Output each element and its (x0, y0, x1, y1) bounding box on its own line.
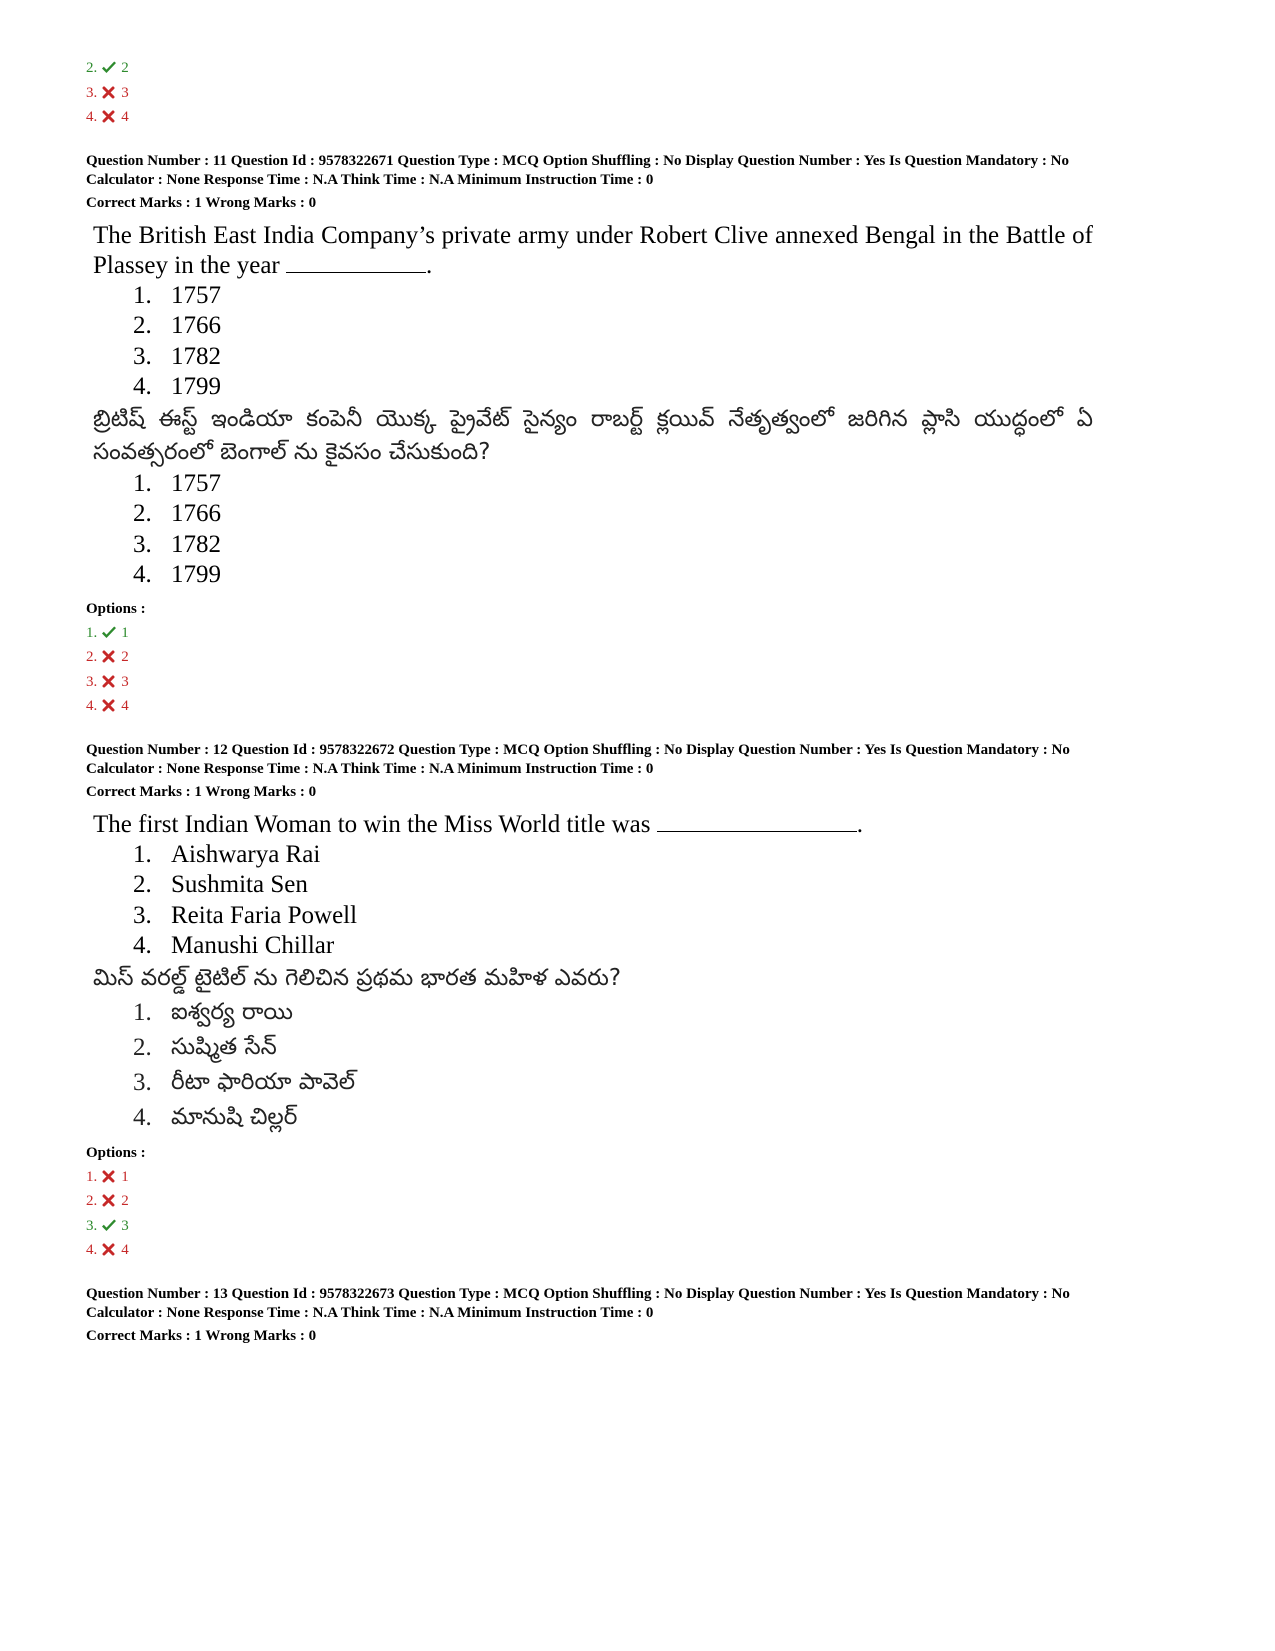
cross-icon (101, 1170, 117, 1184)
cross-icon (101, 1194, 117, 1208)
option-number: 2. (86, 1193, 98, 1209)
question-text-english: The first Indian Woman to win the Miss World title was . (93, 810, 863, 838)
question-meta-line: Question Number : 11 Question Id : 9578322671 Question Type : MCQ Option Shuffling : No Display Question Number : Yes Is Question Mandatory : No (86, 152, 1070, 169)
cross-icon (101, 650, 117, 664)
choice-item: 3. Reita Faria Powell (133, 901, 358, 929)
prev-options (86, 56, 1196, 130)
option-row (86, 645, 1196, 670)
question-marks: Correct Marks : 1 Wrong Marks : 0 (86, 1327, 317, 1344)
question-body (93, 221, 1196, 591)
option-number: 4. (86, 109, 98, 125)
option-label: 1 (121, 1168, 129, 1185)
option-label: 3 (121, 84, 129, 101)
option-label: 2 (121, 649, 129, 665)
cross-icon (101, 1243, 117, 1257)
question-meta-line: Question Number : 13 Question Id : 9578322673 Question Type : MCQ Option Shuffling : No Display Question Number : Yes Is Question Mandatory : No (86, 1285, 1070, 1302)
question-meta-line: Calculator : None Response Time : N.A Think Time : N.A Minimum Instruction Time : 0 (86, 760, 654, 777)
check-icon (101, 1219, 117, 1233)
answer-blank (286, 271, 426, 273)
option-number: 4. (86, 1242, 98, 1258)
option-number: 1. (86, 1168, 98, 1185)
option-label: 4 (121, 1242, 129, 1258)
option-row (86, 670, 1196, 695)
option-row (86, 1238, 1196, 1263)
choice-item: 3. రీటా ఫారియా పావెల్ (133, 1068, 356, 1096)
cross-icon (101, 675, 117, 689)
question-meta-line: Question Number : 12 Question Id : 9578322672 Question Type : MCQ Option Shuffling : No Display Question Number : Yes Is Question Mandatory : No (86, 741, 1070, 758)
choice-item: 4. మానుషి చిల్లర్ (133, 1103, 298, 1131)
choice-item: 4. 1799 (133, 373, 221, 400)
options-label: Options : (86, 600, 146, 617)
choice-item: 2. 1766 (133, 500, 221, 527)
option-label: 3 (121, 1217, 129, 1234)
question-text: The first Indian Woman to win the Miss World title was (93, 810, 651, 838)
choice-item: 1. 1757 (133, 281, 221, 309)
option-row (86, 1214, 1196, 1239)
option-label: 4 (121, 109, 129, 125)
options-label: Options : (86, 1144, 146, 1161)
choice-item: 2. Sushmita Sen (133, 871, 308, 898)
question-meta-line: Calculator : None Response Time : N.A Think Time : N.A Minimum Instruction Time : 0 (86, 1304, 654, 1321)
question-marks: Correct Marks : 1 Wrong Marks : 0 (86, 194, 317, 211)
option-number: 2. (86, 60, 98, 76)
choice-item: 1. ఐశ్వర్య రాయి (133, 998, 293, 1026)
option-row (86, 81, 1196, 106)
option-label: 2 (121, 1193, 129, 1209)
document-page (86, 56, 1196, 1346)
option-row (86, 1189, 1196, 1214)
option-row (86, 1165, 1196, 1190)
option-label: 1 (121, 624, 129, 641)
question-meta-line: Calculator : None Response Time : N.A Think Time : N.A Minimum Instruction Time : 0 (86, 171, 654, 188)
question-text-telugu: బ్రిటిష్ ఈస్ట్ ఇండియా కంపెనీ యొక్క ప్రైవేట్ సైన్యం రాబర్ట్ క్లయివ్ నేతృత్వంలో జరిగిన ప్లాసి యుద్ధంలో ఏ సంవత్సరంలో బెంగాల్ ను కైవసం చేసుకుంది? (93, 405, 1093, 465)
option-number: 2. (86, 649, 98, 665)
question-block-12 (86, 741, 1196, 1263)
choice-item: 1. Aishwarya Rai (133, 840, 321, 868)
choice-item: 3. 1782 (133, 530, 221, 558)
option-number: 4. (86, 698, 98, 714)
option-number: 3. (86, 1217, 98, 1234)
question-marks: Correct Marks : 1 Wrong Marks : 0 (86, 783, 317, 800)
question-text-telugu: మిస్ వరల్డ్ టైటిల్ ను గెలిచిన ప్రథమ భారత మహిళ ఎవరు? (93, 964, 622, 991)
choice-item: 4. 1799 (133, 561, 221, 588)
option-number: 1. (86, 624, 98, 641)
option-row (86, 56, 1196, 81)
check-icon (101, 626, 117, 640)
choice-item: 4. Manushi Chillar (133, 932, 335, 959)
question-body (93, 810, 1196, 1135)
check-icon (101, 61, 117, 75)
question-block-11 (86, 152, 1196, 719)
option-label: 3 (121, 673, 129, 690)
option-row (86, 105, 1196, 130)
question-text-english: The British East India Company’s private army under Robert Clive annexed Bengal in the Battle of Plassey in the year . (93, 221, 1093, 279)
cross-icon (101, 110, 117, 124)
cross-icon (101, 699, 117, 713)
option-number: 3. (86, 84, 98, 101)
option-label: 2 (121, 60, 129, 76)
cross-icon (101, 86, 117, 100)
question-text: The British East India Company’s private army under Robert Clive annexed Bengal in the Battle of Plassey in the year (93, 221, 1093, 279)
question-block-13 (86, 1285, 1196, 1346)
option-row (86, 621, 1196, 646)
choice-item: 2. 1766 (133, 312, 221, 339)
option-number: 3. (86, 673, 98, 690)
choice-item: 3. 1782 (133, 342, 221, 370)
choice-item: 1. 1757 (133, 469, 221, 497)
choice-item: 2. సుష్మిత సేన్ (133, 1033, 277, 1061)
answer-blank (657, 830, 857, 832)
option-label: 4 (121, 698, 129, 714)
option-row (86, 694, 1196, 719)
